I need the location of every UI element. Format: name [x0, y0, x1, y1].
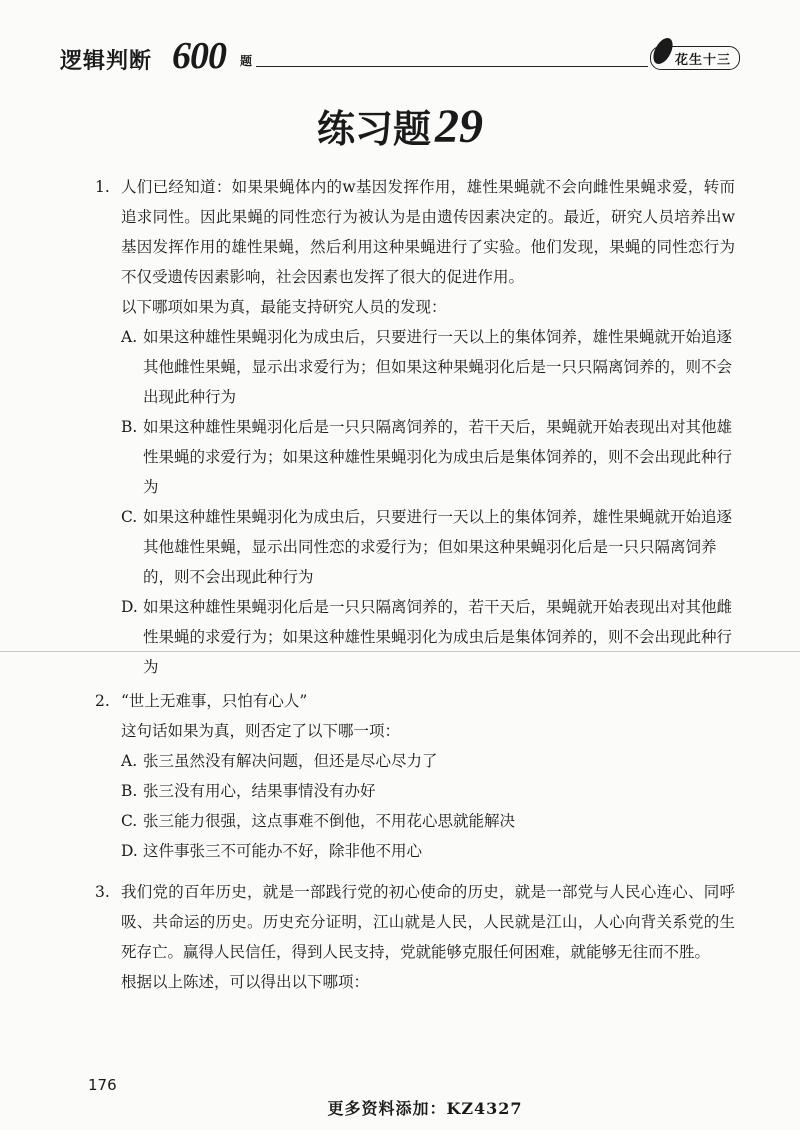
option-letter: A.	[121, 752, 138, 770]
page-title	[0, 98, 800, 154]
question-stem: “世上无难事，只怕有心人”	[121, 692, 308, 710]
book-number: 600	[172, 35, 226, 77]
book-suffix: 题	[240, 54, 253, 68]
option-text: 张三虽然没有解决问题，但还是尽心尽力了	[143, 752, 438, 770]
option-letter: C.	[121, 812, 138, 830]
scan-fold-line	[0, 651, 800, 652]
brand-name: 花生十三	[675, 53, 732, 68]
question-prompt: 根据以上陈述，可以得出以下哪项：	[121, 973, 370, 991]
option-text: 这件事张三不可能办不好，除非他不用心	[143, 842, 423, 860]
header-rule	[256, 66, 648, 67]
option-text: 如果这种雄性果蝇羽化为成虫后，只要进行一天以上的集体饲养，雄性果蝇就开始追逐其他雄性果蝇，显示出同性恋的求爱行为；但如果这种果蝇羽化后是一只只隔离饲养的，则不会出现此种行为	[143, 508, 733, 586]
option-text: 张三没有用心，结果事情没有办好	[143, 782, 376, 800]
question-stem: 人们已经知道：如果果蝇体内的w基因发挥作用，雄性果蝇就不会向雌性果蝇求爱，转而追求同性。因此果蝇的同性恋行为被认为是由遗传因素决定的。最近，研究人员培养出w基因发挥作用的雄性果蝇，然后利用这种果蝇进行了实验。他们发现，果蝇的同性恋行为不仅受遗传因素影响，社会因素也发挥了很大的促进作用。	[121, 178, 735, 286]
option-text: 如果这种雄性果蝇羽化后是一只只隔离饲养的，若干天后，果蝇就开始表现出对其他雄性果蝇的求爱行为；如果这种雄性果蝇羽化为成虫后是集体饲养的，则不会出现此种行为	[143, 418, 733, 496]
page-title-text: 练习题	[316, 107, 431, 151]
option-letter: B.	[121, 782, 138, 800]
option-d	[121, 592, 735, 682]
question-number: 1.	[95, 178, 110, 196]
option-text: 如果这种雄性果蝇羽化为成虫后，只要进行一天以上的集体饲养，雄性果蝇就开始追逐其他雌性果蝇，显示出求爱行为；但如果这种果蝇羽化后是一只只隔离饲养的，则不会出现此种行为	[143, 328, 733, 406]
option-letter: D.	[121, 842, 138, 860]
running-header	[60, 35, 740, 78]
option-letter: C.	[121, 508, 138, 526]
option-d	[121, 836, 735, 866]
question-prompt: 以下哪项如果为真，最能支持研究人员的发现：	[121, 298, 447, 316]
peanut-leaf-icon	[651, 35, 676, 67]
page-title-number: 29	[435, 100, 483, 153]
option-b	[121, 776, 735, 806]
book-title: 逻辑判断	[60, 49, 153, 74]
question-number: 2.	[95, 692, 110, 710]
question-3	[95, 877, 735, 997]
option-letter: A.	[121, 328, 138, 346]
brand-badge	[650, 46, 740, 70]
option-text: 张三能力很强，这点事难不倒他，不用花心思就能解决	[143, 812, 516, 830]
question-stem: 我们党的百年历史，就是一部践行党的初心使命的历史，就是一部党与人民心连心、同呼吸、共命运的历史。历史充分证明，江山就是人民，人民就是江山，人心向背关系党的生死存亡。赢得人民信任，得到人民支持，党就能够克服任何困难，就能够无往而不胜。	[121, 883, 735, 961]
option-text: 如果这种雄性果蝇羽化后是一只只隔离饲养的，若干天后，果蝇就开始表现出对其他雌性果蝇的求爱行为；如果这种雄性果蝇羽化为成虫后是集体饲养的，则不会出现此种行为	[143, 598, 733, 676]
question-number: 3.	[95, 883, 110, 901]
option-a	[121, 322, 735, 412]
footer-note: 更多资料添加：KZ4327	[327, 1099, 523, 1118]
option-letter: D.	[121, 598, 138, 616]
question-2	[95, 686, 735, 866]
option-c	[121, 502, 735, 592]
option-b	[121, 412, 735, 502]
question-1	[95, 172, 735, 682]
question-prompt: 这句话如果为真，则否定了以下哪一项：	[121, 722, 401, 740]
option-a	[121, 746, 735, 776]
option-c	[121, 806, 735, 836]
option-letter: B.	[121, 418, 138, 436]
page-number: 176	[88, 1076, 117, 1094]
